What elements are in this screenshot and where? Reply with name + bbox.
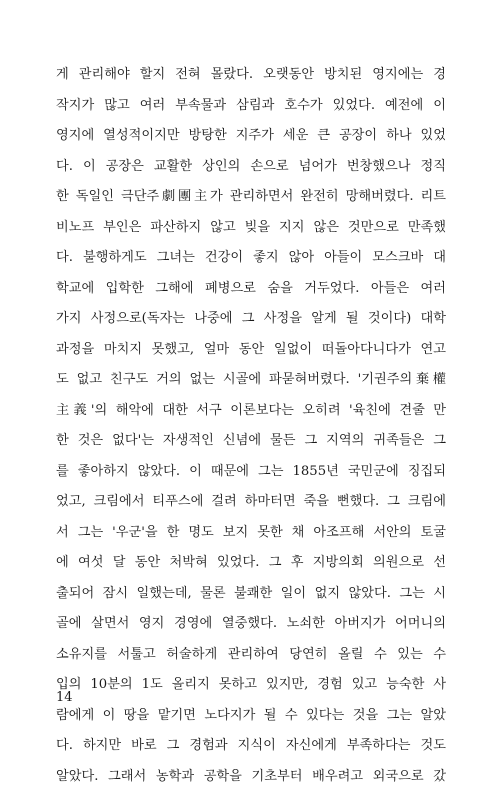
page-number: 14 <box>56 690 73 705</box>
text-line-20: 소유지를 서툴고 허술하게 관리하여 당연히 올릴 수 있는 수 <box>56 640 446 671</box>
text-line-14: 를 좋아하지 않았다. 이 때문에 그는 1855년 국민군에 징집되 <box>56 457 446 488</box>
text-line-10: 과정을 마치지 못했고, 얼마 동안 일없이 떠돌아다니다가 연고 <box>56 335 446 366</box>
text-line-5: 한 독일인 극단주劇團主가 관리하면서 완전히 망해버렸다. 리트 <box>56 182 446 213</box>
text-line-21: 입의 10분의 1도 올리지 못하고 있지만, 경험 있고 능숙한 사 <box>56 670 446 701</box>
text-line-2: 작지가 많고 여러 부속물과 삼림과 호수가 있었다. 예전에 이 <box>56 91 446 122</box>
text-line-8: 학교에 입학한 그해에 폐병으로 숨을 거두었다. 아들은 여러 <box>56 274 446 305</box>
text-line-13: 한 것은 없다'는 자생적인 신념에 물든 그 지역의 귀족들은 그 <box>56 426 446 457</box>
text-line-22: 람에게 이 땅을 맡기면 노다지가 될 수 있다는 것을 그는 알았 <box>56 701 446 732</box>
text-line-16: 서 그는 '우군'을 한 명도 보지 못한 채 아조프해 서안의 토굴 <box>56 518 446 549</box>
text-line-9: 가지 사정으로(독자는 나중에 그 사정을 알게 될 것이다) 대학 <box>56 304 446 335</box>
text-line-4: 다. 이 공장은 교활한 상인의 손으로 넘어가 번창했으나 정직 <box>56 152 446 183</box>
text-line-18: 출되어 잠시 일했는데, 물론 불쾌한 일이 없지 않았다. 그는 시 <box>56 579 446 610</box>
text-line-7: 다. 불행하게도 그녀는 건강이 좋지 않아 아들이 모스크바 대 <box>56 243 446 274</box>
text-line-15: 었고, 크림에서 티푸스에 걸려 하마터면 죽을 뻔했다. 그 크림에 <box>56 487 446 518</box>
text-line-6: 비노프 부인은 파산하지 않고 빚을 지지 않은 것만으로 만족했 <box>56 213 446 244</box>
text-line-12: 主義'의 해악에 대한 서구 이론보다는 오히려 '육친에 견줄 만 <box>56 396 446 427</box>
text-line-3: 영지에 열성적이지만 방탕한 지주가 세운 큰 공장이 하나 있었 <box>56 121 446 152</box>
text-line-19: 골에 살면서 영지 경영에 열중했다. 노쇠한 아버지가 어머니의 <box>56 609 446 640</box>
text-line-17: 에 여섯 달 동안 처박혀 있었다. 그 후 지방의회 의원으로 선 <box>56 548 446 579</box>
text-line-24: 알았다. 그래서 농학과 공학을 기초부터 배우려고 외국으로 갔 <box>56 762 446 792</box>
body-text <box>56 60 446 792</box>
text-line-11: 도 없고 친구도 거의 없는 시골에 파묻혀버렸다. '기권주의棄權 <box>56 365 446 396</box>
text-line-1: 게 관리해야 할지 전혀 몰랐다. 오랫동안 방치된 영지에는 경 <box>56 60 446 91</box>
text-line-23: 다. 하지만 바로 그 경험과 지식이 자신에게 부족하다는 것도 <box>56 731 446 762</box>
